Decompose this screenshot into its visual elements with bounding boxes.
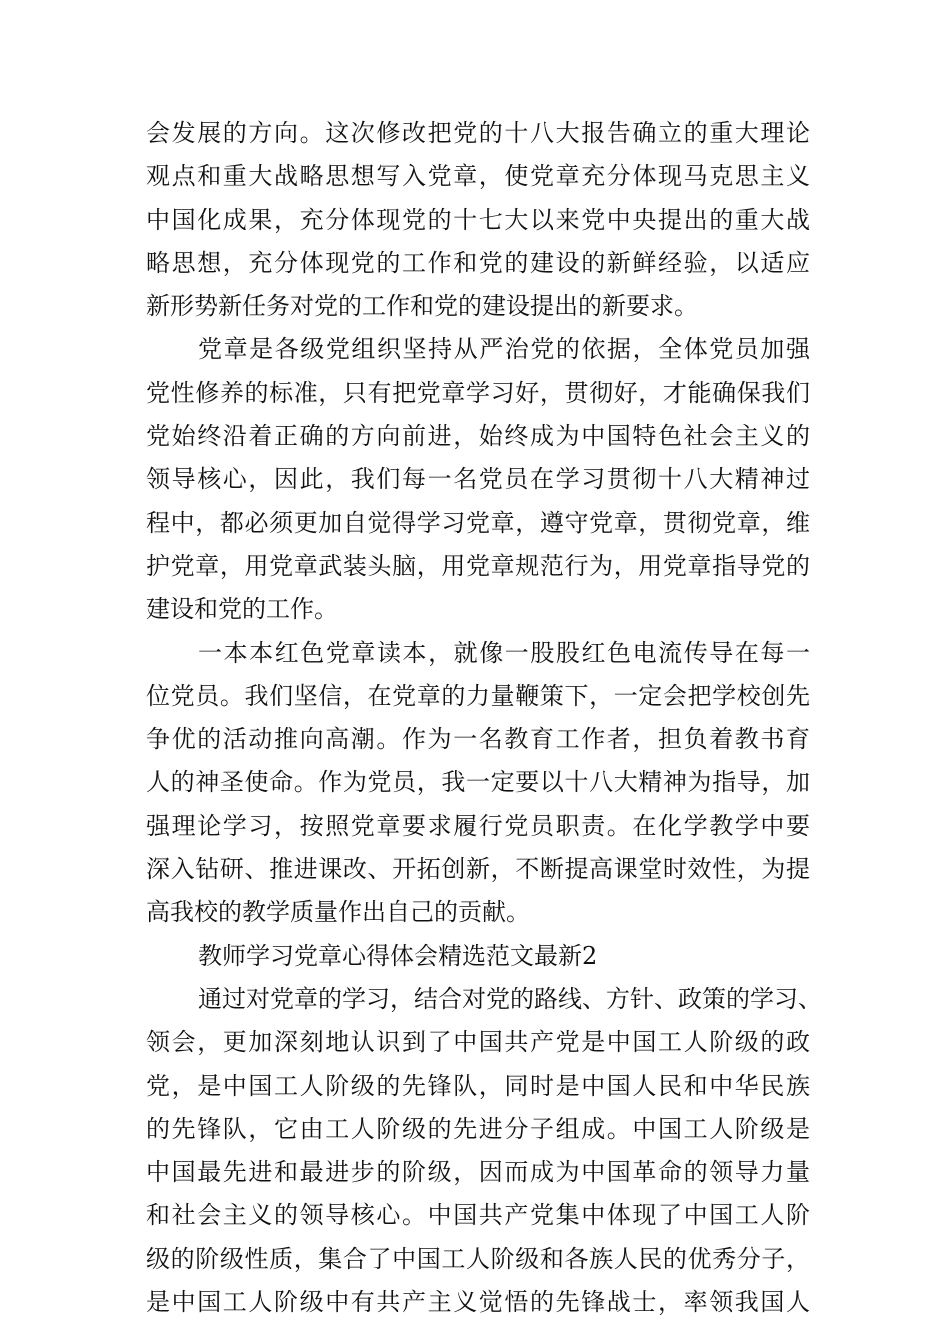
text-line: 党始终沿着正确的方向前进，始终成为中国特色社会主义的 [146,422,810,451]
text-line: 略思想，充分体现党的工作和党的建设的新鲜经验，以适应 [146,248,810,277]
text-line: 是中国工人阶级中有共产主义觉悟的先锋战士，率领我国人 [146,1288,810,1317]
text-line: 和社会主义的领导核心。中国共产党集中体现了中国工人阶 [146,1201,810,1230]
section-heading [146,935,810,978]
paragraph-2 [146,328,810,631]
text-line: 会发展的方向。这次修改把党的十八大报告确立的重大理论 [146,119,810,147]
text-line: 强理论学习，按照党章要求履行党员职责。在化学教学中要 [146,811,810,840]
text-line: 通过对党章的学习，结合对党的路线、方针、政策的学习、 [198,984,822,1013]
heading-text: 教师学习党章心得体会精选范文最新2 [198,941,598,970]
text-line: 新形势新任务对党的工作和党的建设提出的新要求。 [146,292,698,321]
text-line: 高我校的教学质量作出自己的贡献。 [146,898,530,927]
text-line: 观点和重大战略思想写入党章，使党章充分体现马克思主义 [146,162,810,191]
text-line: 建设和党的工作。 [146,595,338,624]
text-line: 中国最先进和最进步的阶级，因而成为中国革命的领导力量 [146,1158,810,1187]
text-line: 人的神圣使命。作为党员，我一定要以十八大精神为指导，加 [146,768,810,797]
text-line: 领导核心，因此，我们每一名党员在学习贯彻十八大精神过 [146,465,810,494]
paragraph-1 [146,112,810,328]
document-body [146,112,822,1324]
text-line: 的先锋队，它由工人阶级的先进分子组成。中国工人阶级是 [146,1114,810,1143]
text-line: 一本本红色党章读本，就像一股股红色电流传导在每一 [198,638,810,667]
text-line: 争优的活动推向高潮。作为一名教育工作者，担负着教书育 [146,725,810,754]
text-line: 位党员。我们坚信，在党章的力量鞭策下，一定会把学校创先 [146,681,810,710]
text-line: 中国化成果，充分体现党的十七大以来党中央提出的重大战 [146,205,810,234]
text-line: 护党章，用党章武装头脑，用党章规范行为，用党章指导党的 [146,551,810,580]
text-line: 领会，更加深刻地认识到了中国共产党是中国工人阶级的政 [146,1028,810,1057]
text-line: 深入钻研、推进课改、开拓创新，不断提高课堂时效性，为提 [146,855,810,884]
text-line: 党，是中国工人阶级的先锋队，同时是中国人民和中华民族 [146,1071,810,1100]
text-line: 程中，都必须更加自觉得学习党章，遵守党章，贯彻党章，维 [146,508,810,537]
text-line: 党性修养的标准，只有把党章学习好，贯彻好，才能确保我们 [146,378,810,407]
text-line: 党章是各级党组织坚持从严治党的依据，全体党员加强 [198,335,810,364]
text-line: 级的阶级性质，集合了中国工人阶级和各族人民的优秀分子， [146,1244,810,1273]
paragraph-4 [146,978,822,1324]
paragraph-3 [146,632,810,935]
